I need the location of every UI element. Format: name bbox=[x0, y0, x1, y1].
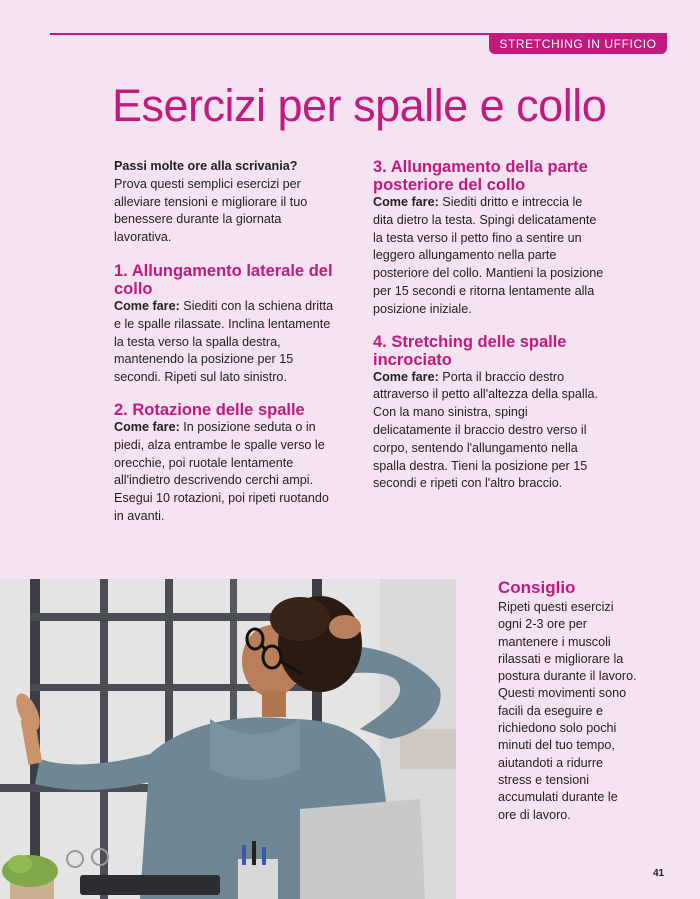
how-label: Come fare: bbox=[114, 419, 180, 434]
section-tag: STRETCHING IN UFFICIO bbox=[489, 33, 667, 54]
exercise-4-title: 4. Stretching delle spalle incrociato bbox=[373, 332, 567, 369]
tip-text: Ripeti questi esercizi ogni 2-3 ore per mantenere i muscoli rilassati e migliorare la postura durante il lavoro. Questi movimenti sono facili da eseguire e richiedono solo pochi minuti del tuo tempo, aiutandoti a ridurre stress e tensioni accumulati durante le ore di lavoro. bbox=[498, 600, 637, 822]
exercise-2-title: 2. Rotazione delle spalle bbox=[114, 400, 305, 419]
exercise-1-title: 1. Allungamento laterale del collo bbox=[114, 261, 333, 298]
intro-text: Prova questi semplici esercizi per alleviare tensioni e migliorare il tuo benessere durante la giornata lavorativa. bbox=[114, 176, 308, 245]
tip-box bbox=[498, 578, 638, 824]
office-stretch-photo bbox=[0, 579, 456, 899]
how-label: Come fare: bbox=[373, 195, 439, 209]
exercise-2-body bbox=[114, 419, 336, 526]
exercise-4-body bbox=[373, 369, 605, 494]
exercise-4-text: Porta il braccio destro attraverso il petto all'altezza della spalla. Con la mano sinistra, spingi delicatamente il braccio destro verso il corpo, sentendo l'allungamento nella spalla destra. Tieni la posizione per 15 secondi e ripeti con l'altro braccio. bbox=[373, 369, 599, 491]
how-label: Come fare: bbox=[373, 369, 439, 384]
right-column bbox=[373, 158, 605, 507]
page-number: 41 bbox=[653, 868, 665, 879]
intro bbox=[114, 158, 336, 247]
left-column bbox=[114, 158, 336, 540]
how-label: Come fare: bbox=[114, 298, 180, 313]
header-rule bbox=[50, 33, 490, 35]
exercise-1-text: Siediti con la schiena dritta e le spalle rilassate. Inclina lentamente la testa verso la spalla destra, mantenendo la posizione per 15 secondi. Ripeti sul lato sinistro. bbox=[114, 298, 334, 385]
exercise-3-body bbox=[373, 194, 605, 319]
page-title: Esercizi per spalle e collo bbox=[112, 80, 607, 131]
exercise-3-text: Siediti dritto e intreccia le dita dietro la testa. Spingi delicatamente la testa verso il petto fino a sentire un leggero allungamento nella parte posteriore del collo. Mantieni la posizione per 15 secondi e ritorna lentamente alla posizione iniziale. bbox=[373, 195, 604, 316]
exercise-3-title: 3. Allungamento della parte posteriore del collo bbox=[373, 158, 588, 194]
exercise-2-text: In posizione seduta o in piedi, alza entrambe le spalle verso le orecchie, poi ruotale lentamente all'indietro descrivendo cerchi ampi. Esegui 10 rotazioni, poi ripeti ruotando in avanti. bbox=[114, 419, 329, 523]
tip-title: Consiglio bbox=[498, 578, 576, 597]
intro-question: Passi molte ore alla scrivania? bbox=[114, 159, 298, 173]
photo-illustration bbox=[0, 579, 456, 899]
exercise-1-body bbox=[114, 298, 336, 387]
